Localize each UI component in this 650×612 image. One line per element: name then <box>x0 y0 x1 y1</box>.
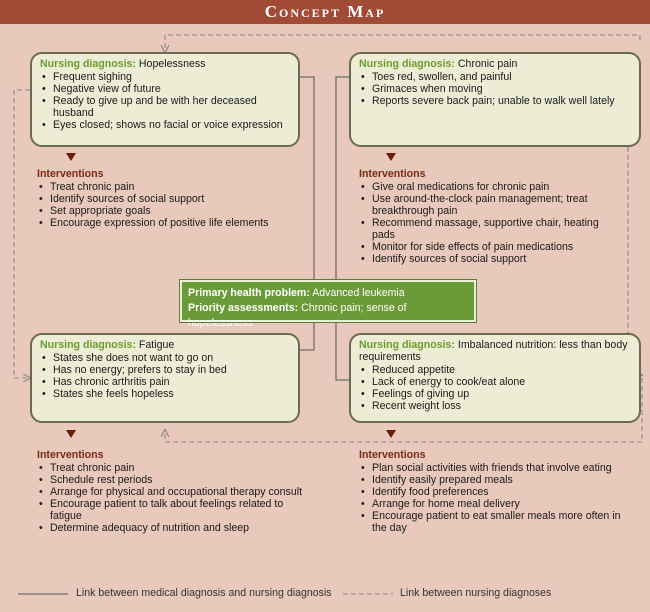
diagnosis-box-fatigue <box>30 333 300 423</box>
list-item: • States she feels hopeless <box>40 388 290 400</box>
diagnosis-title: Nursing diagnosis: Chronic pain <box>359 58 518 70</box>
interventions-fatigue <box>37 449 307 534</box>
diagnosis-title: Nursing diagnosis: Imbalanced nutrition: less than body requirements <box>359 339 628 363</box>
list-item: • Lack of energy to cook/eat alone <box>359 376 631 388</box>
list-item: • Negative view of future <box>40 83 290 95</box>
list-item: • Eyes closed; shows no facial or voice expression <box>40 119 290 131</box>
list-item: • Identify food preferences <box>359 486 624 498</box>
list-item: • Has chronic arthritis pain <box>40 376 290 388</box>
legend-solid-label: Link between medical diagnosis and nursing diagnosis <box>76 587 332 599</box>
list-item: • Determine adequacy of nutrition and sleep <box>37 522 307 534</box>
primary-health-problem-box <box>180 280 476 329</box>
priority-assessments-line: Priority assessments: Chronic pain; sense of hopelessness <box>188 302 407 329</box>
list-item: • Treat chronic pain <box>37 181 307 193</box>
list-item: • Set appropriate goals <box>37 205 307 217</box>
symptom-list <box>40 352 290 400</box>
list-item: • Encourage patient to eat smaller meals more often in the day <box>359 510 624 534</box>
list-item: • Arrange for home meal delivery <box>359 498 624 510</box>
interventions-title: Interventions <box>37 449 104 461</box>
list-item: • Treat chronic pain <box>37 462 307 474</box>
interventions-title: Interventions <box>359 449 426 461</box>
intervention-list <box>359 462 624 534</box>
list-item: • Identify sources of social support <box>37 193 307 205</box>
diagnosis-box-hopelessness <box>30 52 300 147</box>
down-arrow-icon <box>386 430 396 438</box>
interventions-nutrition <box>359 449 624 534</box>
list-item: • Recommend massage, supportive chair, heating pads <box>359 217 624 241</box>
diagnosis-box-nutrition <box>349 333 641 423</box>
down-arrow-icon <box>66 430 76 438</box>
list-item: • Give oral medications for chronic pain <box>359 181 624 193</box>
list-item: • Has no energy; prefers to stay in bed <box>40 364 290 376</box>
symptom-list <box>359 71 631 107</box>
intervention-list <box>359 181 624 265</box>
symptom-list <box>40 71 290 131</box>
list-item: • Identify sources of social support <box>359 253 624 265</box>
symptom-list <box>359 364 631 412</box>
primary-problem-line: Primary health problem: Advanced leukemia <box>188 287 405 299</box>
list-item: • Feelings of giving up <box>359 388 631 400</box>
dashed-link-hopelessness-to-fatigue <box>14 90 30 378</box>
interventions-title: Interventions <box>37 168 104 180</box>
solid-link-chronic-pain <box>336 77 349 280</box>
diagnosis-title: Nursing diagnosis: Hopelessness <box>40 58 206 70</box>
diagnosis-title: Nursing diagnosis: Fatigue <box>40 339 175 351</box>
down-arrow-icon <box>386 153 396 161</box>
list-item: • Frequent sighing <box>40 71 290 83</box>
legend-dashed-label: Link between nursing diagnoses <box>400 587 552 599</box>
list-item: • Encourage patient to talk about feelings related to fatigue <box>37 498 307 522</box>
down-arrow-icon <box>66 153 76 161</box>
list-item: • Ready to give up and be with her deceased husband <box>40 95 290 119</box>
list-item: • Encourage expression of positive life elements <box>37 217 307 229</box>
list-item: • Schedule rest periods <box>37 474 307 486</box>
list-item: • Recent weight loss <box>359 400 631 412</box>
list-item: • Reports severe back pain; unable to walk well lately <box>359 95 631 107</box>
list-item: • Reduced appetite <box>359 364 631 376</box>
interventions-hopelessness <box>37 168 307 229</box>
list-item: • Grimaces when moving <box>359 83 631 95</box>
list-item: • Identify easily prepared meals <box>359 474 624 486</box>
diagnosis-box-chronic-pain <box>349 52 641 147</box>
dashed-link-pain-to-hopelessness <box>165 35 640 52</box>
intervention-list <box>37 462 307 534</box>
intervention-list <box>37 181 307 229</box>
list-item: • Plan social activities with friends that involve eating <box>359 462 624 474</box>
interventions-chronic-pain <box>359 168 624 265</box>
list-item: • Use around-the-clock pain management; treat breakthrough pain <box>359 193 624 217</box>
list-item: • Arrange for physical and occupational therapy consult <box>37 486 307 498</box>
list-item: • Monitor for side effects of pain medications <box>359 241 624 253</box>
list-item: • Toes red, swollen, and painful <box>359 71 631 83</box>
page-title: Concept Map <box>264 2 386 21</box>
list-item: • States she does not want to go on <box>40 352 290 364</box>
interventions-title: Interventions <box>359 168 426 180</box>
